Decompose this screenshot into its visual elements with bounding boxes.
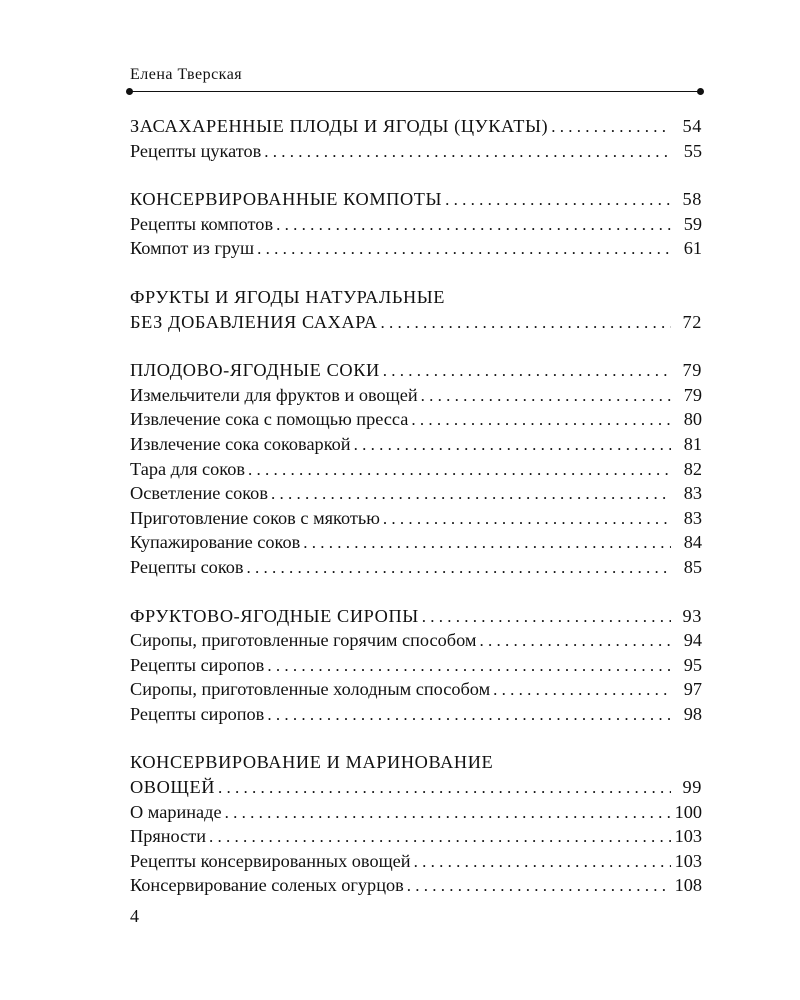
toc-chapter-entry[interactable] bbox=[130, 358, 702, 383]
toc-entry-title: О маринаде bbox=[130, 801, 222, 822]
toc-subentry[interactable] bbox=[130, 824, 702, 849]
toc-page-number: 99 bbox=[682, 777, 702, 798]
dot-leader bbox=[445, 188, 671, 213]
dot-leader bbox=[421, 384, 671, 409]
toc-page-number: 83 bbox=[683, 507, 702, 528]
toc-entry-title: Рецепты консервированных овощей bbox=[130, 850, 411, 871]
toc-entry-title: КОНСЕРВИРОВАНИЕ И МАРИНОВАНИЕ bbox=[130, 752, 494, 773]
toc-chapter-entry[interactable] bbox=[130, 187, 702, 212]
toc-chapter-entry[interactable] bbox=[130, 310, 702, 335]
toc-page-number: 55 bbox=[683, 140, 702, 161]
toc-entry-title: Пряности bbox=[130, 826, 207, 847]
toc-page-number: 79 bbox=[683, 384, 702, 405]
toc-entry-title: Осветление соков bbox=[130, 483, 268, 504]
toc-subentry[interactable] bbox=[130, 849, 702, 874]
toc-chapter-entry[interactable] bbox=[130, 604, 702, 629]
dot-leader bbox=[381, 311, 672, 336]
dot-leader bbox=[303, 531, 671, 556]
toc-entry-title: Извлечение сока соковаркой bbox=[130, 433, 351, 454]
toc-subentry[interactable] bbox=[130, 530, 702, 555]
toc-page-number: 81 bbox=[683, 433, 702, 454]
toc-subentry[interactable] bbox=[130, 555, 702, 580]
toc-section bbox=[130, 604, 702, 727]
toc-entry-title: Рецепты цукатов bbox=[130, 140, 262, 161]
toc-entry-title-line bbox=[130, 285, 702, 310]
toc-entry-title: Сиропы, приготовленные горячим способом bbox=[130, 630, 477, 651]
dot-leader bbox=[354, 433, 671, 458]
dot-leader bbox=[225, 801, 671, 826]
toc-entry-title: Приготовление соков с мякотью bbox=[130, 507, 380, 528]
dot-leader bbox=[264, 140, 671, 165]
toc-page-number: 72 bbox=[682, 311, 702, 332]
toc-page-number: 82 bbox=[683, 458, 702, 479]
toc-page-number: 103 bbox=[674, 850, 702, 871]
dot-leader bbox=[218, 776, 671, 801]
toc-entry-title: ЗАСАХАРЕННЫЕ ПЛОДЫ И ЯГОДЫ (ЦУКАТЫ) bbox=[130, 116, 549, 136]
toc-chapter-entry[interactable] bbox=[130, 775, 702, 800]
dot-leader bbox=[248, 458, 671, 483]
dot-leader bbox=[276, 213, 671, 238]
toc-entry-title: Рецепты сиропов bbox=[130, 703, 265, 724]
dot-leader bbox=[414, 850, 671, 875]
page-number: 4 bbox=[130, 906, 139, 926]
toc-page-number: 108 bbox=[674, 875, 702, 896]
header-rule bbox=[129, 91, 701, 92]
toc-entry-title: Рецепты соков bbox=[130, 556, 244, 577]
toc-page-number: 98 bbox=[683, 703, 702, 724]
toc-subentry[interactable] bbox=[130, 506, 702, 531]
rule-dot-right bbox=[697, 88, 704, 95]
running-header-author: Елена Тверская bbox=[130, 66, 243, 83]
toc-page-number: 94 bbox=[683, 630, 702, 651]
toc-entry-title: Компот из груш bbox=[130, 238, 255, 259]
dot-leader bbox=[247, 556, 671, 581]
toc-entry-title: Извлечение сока с помощью пресса bbox=[130, 409, 409, 430]
toc-page-number: 97 bbox=[683, 679, 702, 700]
dot-leader bbox=[493, 678, 671, 703]
toc-entry-title: ФРУКТОВО-ЯГОДНЫЕ СИРОПЫ bbox=[130, 605, 419, 626]
toc-subentry[interactable] bbox=[130, 677, 702, 702]
toc-entry-title: Рецепты компотов bbox=[130, 213, 274, 234]
toc-section bbox=[130, 114, 702, 163]
toc-entry-title: Рецепты сиропов bbox=[130, 654, 265, 675]
toc-subentry[interactable] bbox=[130, 457, 702, 482]
dot-leader bbox=[267, 703, 671, 728]
dot-leader bbox=[551, 115, 671, 140]
toc-entry-title: ФРУКТЫ И ЯГОДЫ НАТУРАЛЬНЫЕ bbox=[130, 286, 446, 307]
toc-subentry[interactable] bbox=[130, 407, 702, 432]
toc-entry-title: ОВОЩЕЙ bbox=[130, 777, 216, 798]
toc-entry-title: Измельчители для фруктов и овощей bbox=[130, 384, 418, 405]
dot-leader bbox=[383, 507, 671, 532]
dot-leader bbox=[411, 408, 671, 433]
toc-page-number: 85 bbox=[683, 556, 702, 577]
toc-page-number: 61 bbox=[683, 238, 702, 259]
dot-leader bbox=[407, 874, 671, 899]
toc-subentry[interactable] bbox=[130, 481, 702, 506]
dot-leader bbox=[257, 237, 671, 262]
toc-subentry[interactable] bbox=[130, 800, 702, 825]
dot-leader bbox=[267, 654, 671, 679]
toc-entry-title: КОНСЕРВИРОВАННЫЕ КОМПОТЫ bbox=[130, 189, 443, 210]
dot-leader bbox=[209, 825, 671, 850]
toc-page-number: 54 bbox=[682, 116, 702, 136]
toc-subentry[interactable] bbox=[130, 702, 702, 727]
toc-subentry[interactable] bbox=[130, 873, 702, 898]
dot-leader bbox=[422, 605, 671, 630]
toc-section bbox=[130, 285, 702, 334]
toc-subentry[interactable] bbox=[130, 432, 702, 457]
toc-subentry[interactable] bbox=[130, 212, 702, 237]
toc-chapter-entry[interactable] bbox=[130, 114, 702, 139]
dot-leader bbox=[479, 629, 671, 654]
toc-entry-title: ПЛОДОВО-ЯГОДНЫЕ СОКИ bbox=[130, 360, 380, 381]
dot-leader bbox=[271, 482, 671, 507]
rule-dot-left bbox=[126, 88, 133, 95]
dot-leader bbox=[383, 359, 671, 384]
toc-page-number: 100 bbox=[674, 801, 702, 822]
toc-page-number: 80 bbox=[683, 409, 702, 430]
toc-subentry[interactable] bbox=[130, 628, 702, 653]
toc-page-number: 95 bbox=[683, 654, 702, 675]
toc-section bbox=[130, 187, 702, 261]
toc-section bbox=[130, 750, 702, 898]
toc-subentry[interactable] bbox=[130, 653, 702, 678]
toc-page-number: 59 bbox=[683, 213, 702, 234]
toc-entry-title-line bbox=[130, 750, 702, 775]
toc-page-number: 103 bbox=[674, 826, 702, 847]
toc-page-number: 83 bbox=[683, 483, 702, 504]
toc-subentry[interactable] bbox=[130, 139, 702, 164]
toc-entry-title: Консервирование соленых огурцов bbox=[130, 875, 404, 896]
toc-page-number: 84 bbox=[683, 532, 702, 553]
toc-subentry[interactable] bbox=[130, 383, 702, 408]
toc-page-number: 58 bbox=[682, 189, 702, 210]
toc-subentry[interactable] bbox=[130, 236, 702, 261]
toc-section bbox=[130, 358, 702, 579]
table-of-contents bbox=[130, 114, 702, 922]
toc-page-number: 93 bbox=[682, 605, 702, 626]
toc-entry-title: Тара для соков bbox=[130, 458, 246, 479]
toc-entry-title: БЕЗ ДОБАВЛЕНИЯ САХАРА bbox=[130, 311, 378, 332]
toc-page-number: 79 bbox=[682, 360, 702, 381]
toc-entry-title: Купажирование соков bbox=[130, 532, 301, 553]
toc-entry-title: Сиропы, приготовленные холодным способом bbox=[130, 679, 491, 700]
